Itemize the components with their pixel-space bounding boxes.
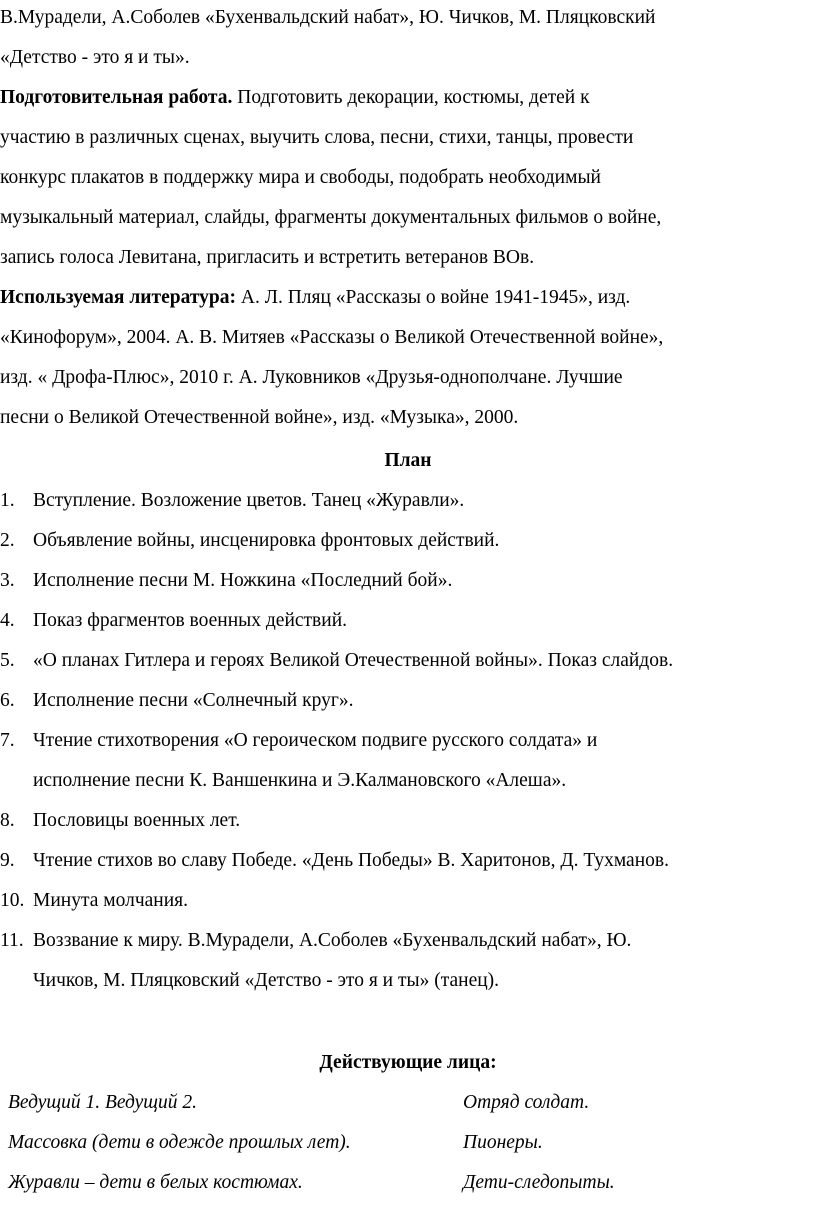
plan-item-8-number: 8. [0,810,15,831]
preparation-line-1 [0,86,590,110]
plan-item-2-text: Объявление войны, инсценировка фронтовых действий. [33,530,500,551]
literature-line-4: песни о Великой Отечественной войне», изд. «Музыка», 2000. [0,407,519,428]
plan-item-10-text: Минута молчания. [33,890,188,911]
plan-item-3-number: 3. [0,570,15,591]
plan-item-9-text: Чтение стихов во славу Победе. «День Победы» В. Харитонов, Д. Тухманов. [33,850,669,871]
character-row-1-left: Ведущий 1. Ведущий 2. [8,1092,198,1113]
preparation-line-5: запись голоса Левитана, пригласить и встретить ветеранов ВОв. [0,247,535,268]
plan-item-8-text: Пословицы военных лет. [33,810,241,831]
characters-heading: Действующие лица: [319,1052,497,1073]
preparation-line-3: конкурс плакатов в поддержку мира и свободы, подобрать необходимый [0,167,601,188]
plan-item-5-text: «О планах Гитлера и героях Великой Отечественной войны». Показ слайдов. [33,650,674,671]
plan-heading: План [384,450,432,471]
plan-item-11-text: Воззвание к миру. В.Мурадели, А.Соболев «Бухенвальдский набат», Ю. [33,930,632,951]
plan-item-6-text: Исполнение песни «Солнечный круг». [33,690,354,711]
character-row-1-right: Отряд солдат. [463,1092,590,1113]
plan-item-4-number: 4. [0,610,15,631]
plan-item-7-text-continued: исполнение песни К. Ваншенкина и Э.Калмановского «Алеша». [33,770,567,791]
preparation-label: Подготовительная работа. [0,87,233,108]
character-row-2-left: Массовка (дети в одежде прошлых лет). [8,1132,351,1153]
character-row-3-left: Журавли – дети в белых костюмах. [8,1172,303,1193]
plan-item-9-number: 9. [0,850,15,871]
preparation-line-2: участию в различных сценах, выучить слова, песни, стихи, танцы, провести [0,127,634,148]
plan-item-2-number: 2. [0,530,15,551]
plan-item-6-number: 6. [0,690,15,711]
intro-line-1: В.Мурадели, А.Соболев «Бухенвальдский набат», Ю. Чичков, М. Пляцковский [0,7,656,28]
plan-item-11-text-continued: Чичков, М. Пляцковский «Детство - это я и ты» (танец). [33,970,500,991]
literature-line-2: «Кинофорум», 2004. А. В. Митяев «Рассказы о Великой Отечественной войне», [0,327,664,348]
plan-item-3-text: Исполнение песни М. Ножкина «Последний бой». [33,570,453,591]
plan-item-7-text: Чтение стихотворения «О героическом подвиге русского солдата» и [33,730,598,751]
literature-text-1: А. Л. Пляц «Рассказы о войне 1941-1945», изд. [236,287,631,308]
plan-item-10-number: 10. [0,890,25,911]
literature-line-1 [0,286,630,310]
plan-item-1-text: Вступление. Возложение цветов. Танец «Журавли». [33,490,465,511]
preparation-text-1: Подготовить декорации, костюмы, детей к [232,87,590,108]
plan-item-1-number: 1. [0,490,15,511]
character-row-2-right: Пионеры. [463,1132,543,1153]
literature-label: Используемая литература: [0,287,237,308]
plan-item-7-number: 7. [0,730,15,751]
preparation-line-4: музыкальный материал, слайды, фрагменты документальных фильмов о войне, [0,207,662,228]
literature-line-3: изд. « Дрофа-Плюс», 2010 г. А. Луковников «Друзья-однополчане. Лучшие [0,367,623,388]
plan-item-4-text: Показ фрагментов военных действий. [33,610,348,631]
plan-item-11-number: 11. [0,930,24,951]
character-row-3-right: Дети-следопыты. [463,1172,615,1193]
plan-item-5-number: 5. [0,650,15,671]
intro-line-2: «Детство - это я и ты». [0,47,190,68]
